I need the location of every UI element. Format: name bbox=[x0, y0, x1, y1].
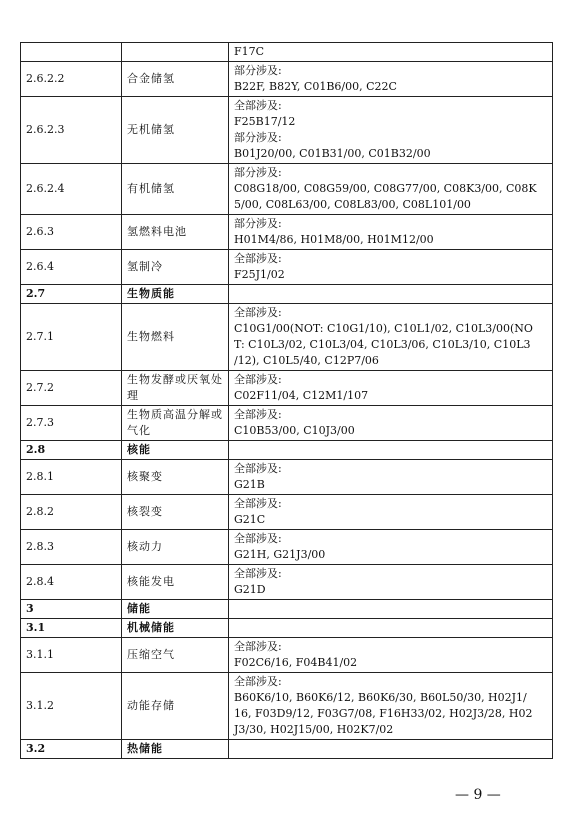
row-code: 2.6.3 bbox=[21, 215, 122, 250]
table-row bbox=[21, 215, 553, 250]
ipc-line: 全部涉及: bbox=[234, 373, 282, 386]
row-category: 有机储氢 bbox=[122, 164, 229, 215]
table-row bbox=[21, 43, 553, 62]
row-category: 核能发电 bbox=[122, 565, 229, 600]
ipc-line: 全部涉及: bbox=[234, 306, 282, 319]
ipc-line: 16, F03D9/12, F03G7/08, F16H33/02, H02J3/28, H02 bbox=[234, 707, 533, 720]
ipc-line: B60K6/10, B60K6/12, B60K6/30, B60L50/30, H02J1/ bbox=[234, 691, 527, 704]
row-category: 生物燃料 bbox=[122, 304, 229, 371]
row-category: 核聚变 bbox=[122, 460, 229, 495]
row-ipc-codes bbox=[229, 740, 553, 759]
table-row bbox=[21, 495, 553, 530]
row-ipc-codes bbox=[229, 62, 553, 97]
row-ipc-codes bbox=[229, 97, 553, 164]
ipc-line: 部分涉及: bbox=[234, 64, 282, 77]
row-code: 3 bbox=[21, 600, 122, 619]
table-row bbox=[21, 740, 553, 759]
row-category: 氢制冷 bbox=[122, 250, 229, 285]
row-code: 3.1.2 bbox=[21, 673, 122, 740]
row-code: 2.6.4 bbox=[21, 250, 122, 285]
ipc-line: 5/00, C08L63/00, C08L83/00, C08L101/00 bbox=[234, 198, 471, 211]
ipc-line: B22F, B82Y, C01B6/00, C22C bbox=[234, 80, 397, 93]
ipc-line: 全部涉及: bbox=[234, 675, 282, 688]
classification-table bbox=[20, 42, 553, 759]
ipc-line: F17C bbox=[234, 45, 265, 58]
ipc-line: J3/30, H02J15/00, H02K7/02 bbox=[234, 723, 394, 736]
row-category: 合金储氢 bbox=[122, 62, 229, 97]
row-code: 2.8.3 bbox=[21, 530, 122, 565]
row-ipc-codes bbox=[229, 565, 553, 600]
ipc-line: H01M4/86, H01M8/00, H01M12/00 bbox=[234, 233, 434, 246]
ipc-line: 部分涉及: bbox=[234, 131, 282, 144]
table-row bbox=[21, 530, 553, 565]
row-category: 动能存储 bbox=[122, 673, 229, 740]
table-row bbox=[21, 406, 553, 441]
row-category: 生物质高温分解或气化 bbox=[122, 406, 229, 441]
row-ipc-codes bbox=[229, 43, 553, 62]
row-ipc-codes bbox=[229, 600, 553, 619]
ipc-line: C10G1/00(NOT: C10G1/10), C10L1/02, C10L3/00(NO bbox=[234, 322, 533, 335]
row-code: 2.8.1 bbox=[21, 460, 122, 495]
row-code: 2.8.2 bbox=[21, 495, 122, 530]
ipc-line: 全部涉及: bbox=[234, 532, 282, 545]
row-code: 3.1.1 bbox=[21, 638, 122, 673]
row-code: 2.7.3 bbox=[21, 406, 122, 441]
row-ipc-codes bbox=[229, 460, 553, 495]
row-ipc-codes bbox=[229, 530, 553, 565]
ipc-line: F25J1/02 bbox=[234, 268, 285, 281]
table-body bbox=[21, 43, 553, 759]
table-row bbox=[21, 304, 553, 371]
ipc-line: F02C6/16, F04B41/02 bbox=[234, 656, 358, 669]
row-category: 储能 bbox=[122, 600, 229, 619]
row-category: 机械储能 bbox=[122, 619, 229, 638]
page-number: — 9 — bbox=[455, 787, 501, 803]
row-code: 2.8.4 bbox=[21, 565, 122, 600]
ipc-line: 全部涉及: bbox=[234, 462, 282, 475]
ipc-line: F25B17/12 bbox=[234, 115, 296, 128]
ipc-line: 全部涉及: bbox=[234, 640, 282, 653]
row-category: 热储能 bbox=[122, 740, 229, 759]
ipc-line: C02F11/04, C12M1/107 bbox=[234, 389, 369, 402]
ipc-line: 全部涉及: bbox=[234, 408, 282, 421]
table-row bbox=[21, 619, 553, 638]
ipc-line: 全部涉及: bbox=[234, 99, 282, 112]
row-category: 无机储氢 bbox=[122, 97, 229, 164]
row-ipc-codes bbox=[229, 285, 553, 304]
row-code: 2.8 bbox=[21, 441, 122, 460]
table-row bbox=[21, 164, 553, 215]
ipc-line: C08G18/00, C08G59/00, C08G77/00, C08K3/00, C08K bbox=[234, 182, 537, 195]
row-ipc-codes bbox=[229, 304, 553, 371]
ipc-line: C10B53/00, C10J3/00 bbox=[234, 424, 355, 437]
row-ipc-codes bbox=[229, 371, 553, 406]
table-row bbox=[21, 441, 553, 460]
row-category: 生物发酵或厌氧处理 bbox=[122, 371, 229, 406]
table-row bbox=[21, 371, 553, 406]
table-row bbox=[21, 460, 553, 495]
row-code: 2.6.2.3 bbox=[21, 97, 122, 164]
row-category: 氢燃料电池 bbox=[122, 215, 229, 250]
table-row bbox=[21, 62, 553, 97]
table-row bbox=[21, 97, 553, 164]
row-code: 2.7 bbox=[21, 285, 122, 304]
row-code: 3.1 bbox=[21, 619, 122, 638]
ipc-line: /12), C10L5/40, C12P7/06 bbox=[234, 354, 379, 367]
row-ipc-codes bbox=[229, 215, 553, 250]
row-ipc-codes bbox=[229, 495, 553, 530]
row-category: 核动力 bbox=[122, 530, 229, 565]
row-ipc-codes bbox=[229, 406, 553, 441]
ipc-line: G21C bbox=[234, 513, 266, 526]
row-category: 核裂变 bbox=[122, 495, 229, 530]
table-row bbox=[21, 565, 553, 600]
table-row bbox=[21, 638, 553, 673]
row-ipc-codes bbox=[229, 164, 553, 215]
ipc-line: T: C10L3/02, C10L3/04, C10L3/06, C10L3/10, C10L3 bbox=[234, 338, 531, 351]
ipc-line: 全部涉及: bbox=[234, 567, 282, 580]
document-page bbox=[20, 42, 553, 759]
row-category bbox=[122, 43, 229, 62]
table-row bbox=[21, 285, 553, 304]
ipc-line: 全部涉及: bbox=[234, 497, 282, 510]
row-ipc-codes bbox=[229, 619, 553, 638]
row-category: 生物质能 bbox=[122, 285, 229, 304]
row-code: 2.7.2 bbox=[21, 371, 122, 406]
table-row bbox=[21, 600, 553, 619]
ipc-line: G21D bbox=[234, 583, 266, 596]
row-code bbox=[21, 43, 122, 62]
ipc-line: B01J20/00, C01B31/00, C01B32/00 bbox=[234, 147, 431, 160]
row-code: 2.6.2.2 bbox=[21, 62, 122, 97]
table-row bbox=[21, 250, 553, 285]
table-row bbox=[21, 673, 553, 740]
row-ipc-codes bbox=[229, 441, 553, 460]
row-code: 2.6.2.4 bbox=[21, 164, 122, 215]
row-category: 压缩空气 bbox=[122, 638, 229, 673]
row-ipc-codes bbox=[229, 638, 553, 673]
ipc-line: G21B bbox=[234, 478, 265, 491]
ipc-line: 部分涉及: bbox=[234, 166, 282, 179]
row-code: 3.2 bbox=[21, 740, 122, 759]
ipc-line: 全部涉及: bbox=[234, 252, 282, 265]
row-ipc-codes bbox=[229, 673, 553, 740]
row-code: 2.7.1 bbox=[21, 304, 122, 371]
ipc-line: 部分涉及: bbox=[234, 217, 282, 230]
row-category: 核能 bbox=[122, 441, 229, 460]
ipc-line: G21H, G21J3/00 bbox=[234, 548, 326, 561]
row-ipc-codes bbox=[229, 250, 553, 285]
